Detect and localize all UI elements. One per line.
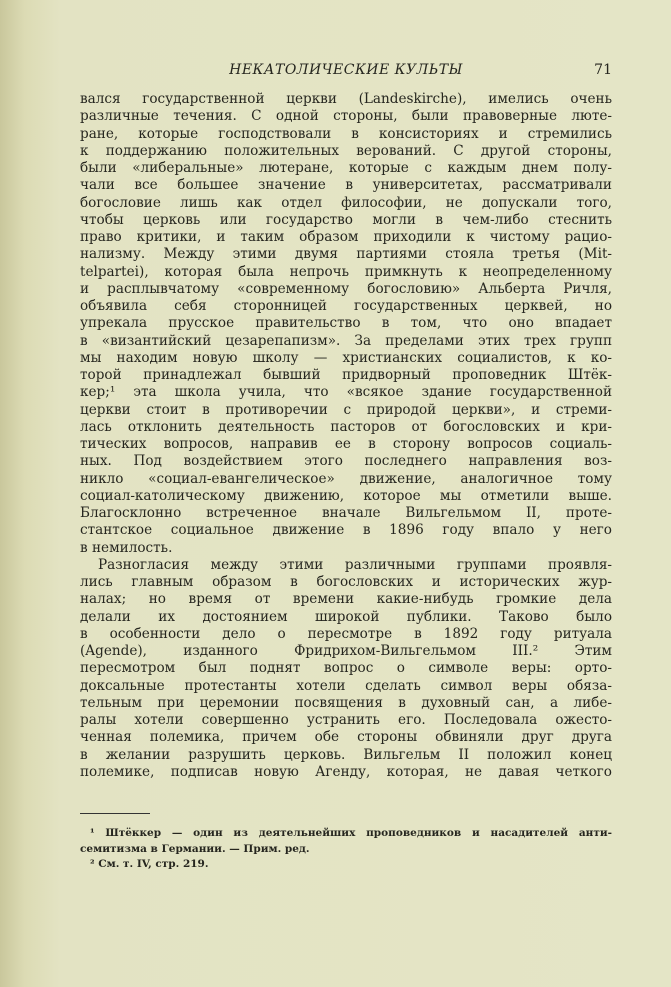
text-line: лись главным образом в богословских и исторических жур- [80, 574, 612, 590]
text-line: различные течения. С одной стороны, были правоверные люте- [80, 108, 612, 125]
text-line: в желании разрушить церковь. Вильгельм II положил конец [80, 746, 612, 763]
text-line: Разногласия между этими различными группами проявля- [98, 556, 612, 573]
text-line: ченная полемика, причем обе стороны обвиняли друг друга [80, 729, 612, 746]
page-number: 71 [594, 62, 612, 78]
text-line: Благосклонно встреченное вначале Вильгельмом II, проте- [80, 505, 612, 521]
text-line: в особенности дело о пересмотре в 1892 году ритуала [80, 625, 612, 642]
text-line: кер;¹ эта школа учила, что «всякое здание государственной [80, 384, 612, 401]
text-line: объявила себя сторонницей государственных церквей, но [80, 298, 612, 314]
text-line: (Agende), изданного Фридрихом-Вильгельмом III.² Этим [80, 643, 612, 659]
text-line: церкви стоит в противоречии с природой церкви», и стреми- [80, 401, 612, 418]
text-line: telpartei), которая была непрочь примкнуть к неопределенному [80, 263, 612, 280]
text-line: чали все большее значение в университетах, рассматривали [80, 177, 612, 194]
text-line: упрекала прусское правительство в том, что оно впадает [80, 315, 612, 332]
footnotes [80, 826, 612, 873]
footnote-line: семитизма в Германии. — Прим. ред. [80, 842, 310, 855]
text-line: ралы хотели совершенно устранить его. Последовала ожесто- [80, 712, 612, 728]
text-line: мы находим новую школу — христианских социалистов, к ко- [80, 349, 612, 366]
footnote-line: ² См. т. IV, стр. 219. [90, 858, 209, 870]
text-line: делали их достоянием широкой публики. Таково было [80, 608, 612, 625]
text-line: чтобы церковь или государство могли в чем-либо стеснить [80, 211, 612, 228]
text-line: тельным при церемонии посвящения в духовный сан, а либе- [80, 694, 612, 711]
text-line: были «либеральные» лютеране, которые с каждым днем полу- [80, 160, 612, 176]
text-line: лась отклонить деятельность пасторов от богословских и кри- [80, 418, 612, 435]
text-line: вался государственной церкви (Landeskirche), имелись очень [80, 91, 612, 107]
running-title: НЕКАТОЛИЧЕСКИЕ КУЛЬТЫ [229, 62, 463, 78]
text-line: право критики, и таким образом приходили к чистому рацио- [80, 229, 612, 245]
text-line: торой принадлежал бывший придворный проповедник Штёк- [80, 367, 612, 383]
text-line: доксальные протестанты хотели сделать символ веры обяза- [80, 677, 612, 694]
text-line: налах; но время от времени какие-нибудь громкие дела [80, 591, 612, 608]
text-line: никло «социал-евангелическое» движение, аналогичное тому [80, 470, 612, 487]
text-line: ных. Под воздействием этого последнего направления воз- [80, 453, 612, 470]
text-line: ране, которые господствовали в консисториях и стремились [80, 125, 612, 142]
text-line: и расплывчатому «современному богословию» Альберта Ричля, [80, 280, 612, 297]
footnote-divider [80, 813, 150, 814]
text-line: в «византийский цезарепапизм». За пределами этих трех групп [80, 332, 612, 349]
page-header [80, 62, 612, 82]
text-line: стантское социальное движение в 1896 году впало у него [80, 522, 612, 539]
text-line: нализму. Между этими двумя партиями стояла третья (Mit- [80, 246, 612, 263]
text-line: тических вопросов, направив ее в сторону вопросов социаль- [80, 436, 612, 452]
text-line: богословие лишь как отдел философии, не допускали того, [80, 194, 612, 211]
text-line: к поддержанию положительных верований. С другой стороны, [80, 142, 612, 159]
body-text [80, 91, 612, 781]
text-line: социал-католическому движению, которое мы отметили выше. [80, 487, 612, 504]
text-line: в немилость. [80, 539, 173, 556]
text-line: полемике, подписав новую Агенду, которая, не давая четкого [80, 763, 612, 780]
text-line: пересмотром был поднят вопрос о символе веры: орто- [80, 660, 612, 677]
footnote-line: ¹ Штёккер — один из деятельнейших проповедников и насадителей анти- [90, 827, 612, 839]
